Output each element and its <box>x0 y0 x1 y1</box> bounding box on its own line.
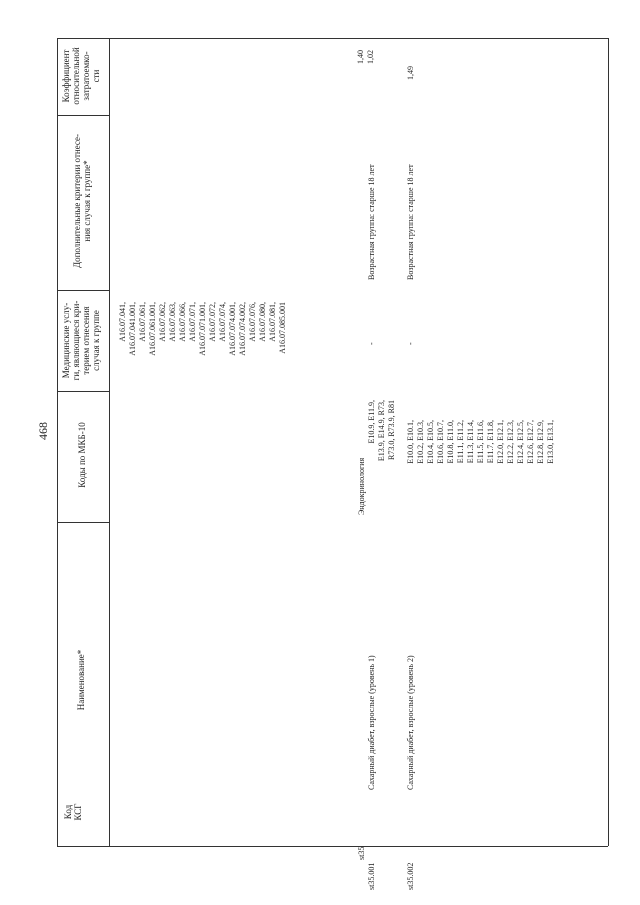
col-divider-mkb <box>57 522 109 523</box>
row-criteria-st35-001: Возрастная группа: старше 18 лет <box>367 164 376 280</box>
list-item: A16.07.074.002, <box>238 302 247 356</box>
row-name-st35-002: Сахарный диабет, взрослые (уровень 2) <box>406 655 415 790</box>
list-item: A16.07.066, <box>178 302 187 342</box>
row-name-st35-001: Сахарный диабет, взрослые (уровень 1) <box>367 655 376 790</box>
col-divider-criteria <box>57 290 109 291</box>
row-coef-st35-002: 1,49 <box>406 66 415 80</box>
list-item: A16.07.080, <box>258 302 267 342</box>
row-coef-st35-001: 1,40 1,02 <box>356 50 375 64</box>
list-item: A16.07.081, <box>268 302 277 342</box>
table-left-border <box>57 38 58 846</box>
list-item: A16.07.041.001, <box>128 302 137 356</box>
row-services-st35-001: - <box>367 342 376 345</box>
list-item: A16.07.063, <box>168 302 177 342</box>
col-divider-services <box>57 391 109 392</box>
row-criteria-st35-002: Возрастная группа: старше 18 лет <box>406 164 415 280</box>
table-top-border <box>57 38 608 39</box>
profile-code: st35 <box>357 846 366 860</box>
header-services: Медицинские услу- ги, являющиеся кри- терием отнесения случая к группе <box>61 300 101 381</box>
header-code: Код КСГ <box>63 803 83 821</box>
row-code-st35-001: st35.001 <box>367 862 376 890</box>
header-name: Наименование* <box>76 649 86 711</box>
table-right-border <box>608 38 609 846</box>
list-item: A16.07.074.001, <box>228 302 237 356</box>
list-item: A16.07.062, <box>158 302 167 342</box>
list-item: A16.07.072, <box>208 302 217 342</box>
list-item: A16.07.071.001, <box>198 302 207 356</box>
list-item: A16.07.061.001, <box>148 302 157 356</box>
profile-name: Эндокринология <box>357 457 366 515</box>
row-mkb-st35-001: E10.9, E11.9, E13.9, E14.9, R73, R73.0, R73.9, R81 <box>367 400 396 462</box>
row-code-st35-002: st35.002 <box>406 862 415 890</box>
list-item: A16.07.074, <box>218 302 227 342</box>
row-mkb-st35-002: E10.0, E10.1, E10.2, E10.3, E10.4, E10.5, E10.6, E10.7, E10.8, E11.0, E11.1, E11.2, E11.3, E11.4, E11.5, E11.6, E11.7, E11.8, E12.0, E12.1, E12.2, E12.3, E12.4, E12.5, E12.6, E12.7, E12.8, E12.9, E13.0, E13.1, <box>406 420 555 464</box>
list-item: A16.07.076, <box>248 302 257 342</box>
table-bottom-border <box>57 846 608 847</box>
row-services-st35-002: - <box>406 342 415 345</box>
list-item: A16.07.071, <box>188 302 197 342</box>
list-item: A16.07.085.001 <box>278 302 287 354</box>
list-item: A16.07.041, <box>118 302 127 342</box>
header-criteria: Дополнительные критерии отнесе- ния случая к группе* <box>72 133 92 269</box>
list-item: A16.07.061, <box>138 302 147 342</box>
page-number: 468 <box>36 422 50 440</box>
header-mkb: Коды по МКБ-10 <box>77 422 87 488</box>
continuation-services <box>118 302 288 392</box>
header-coef: Коэффициент относительной затратоемко- сти <box>61 47 101 105</box>
table-header-divider <box>109 38 110 846</box>
